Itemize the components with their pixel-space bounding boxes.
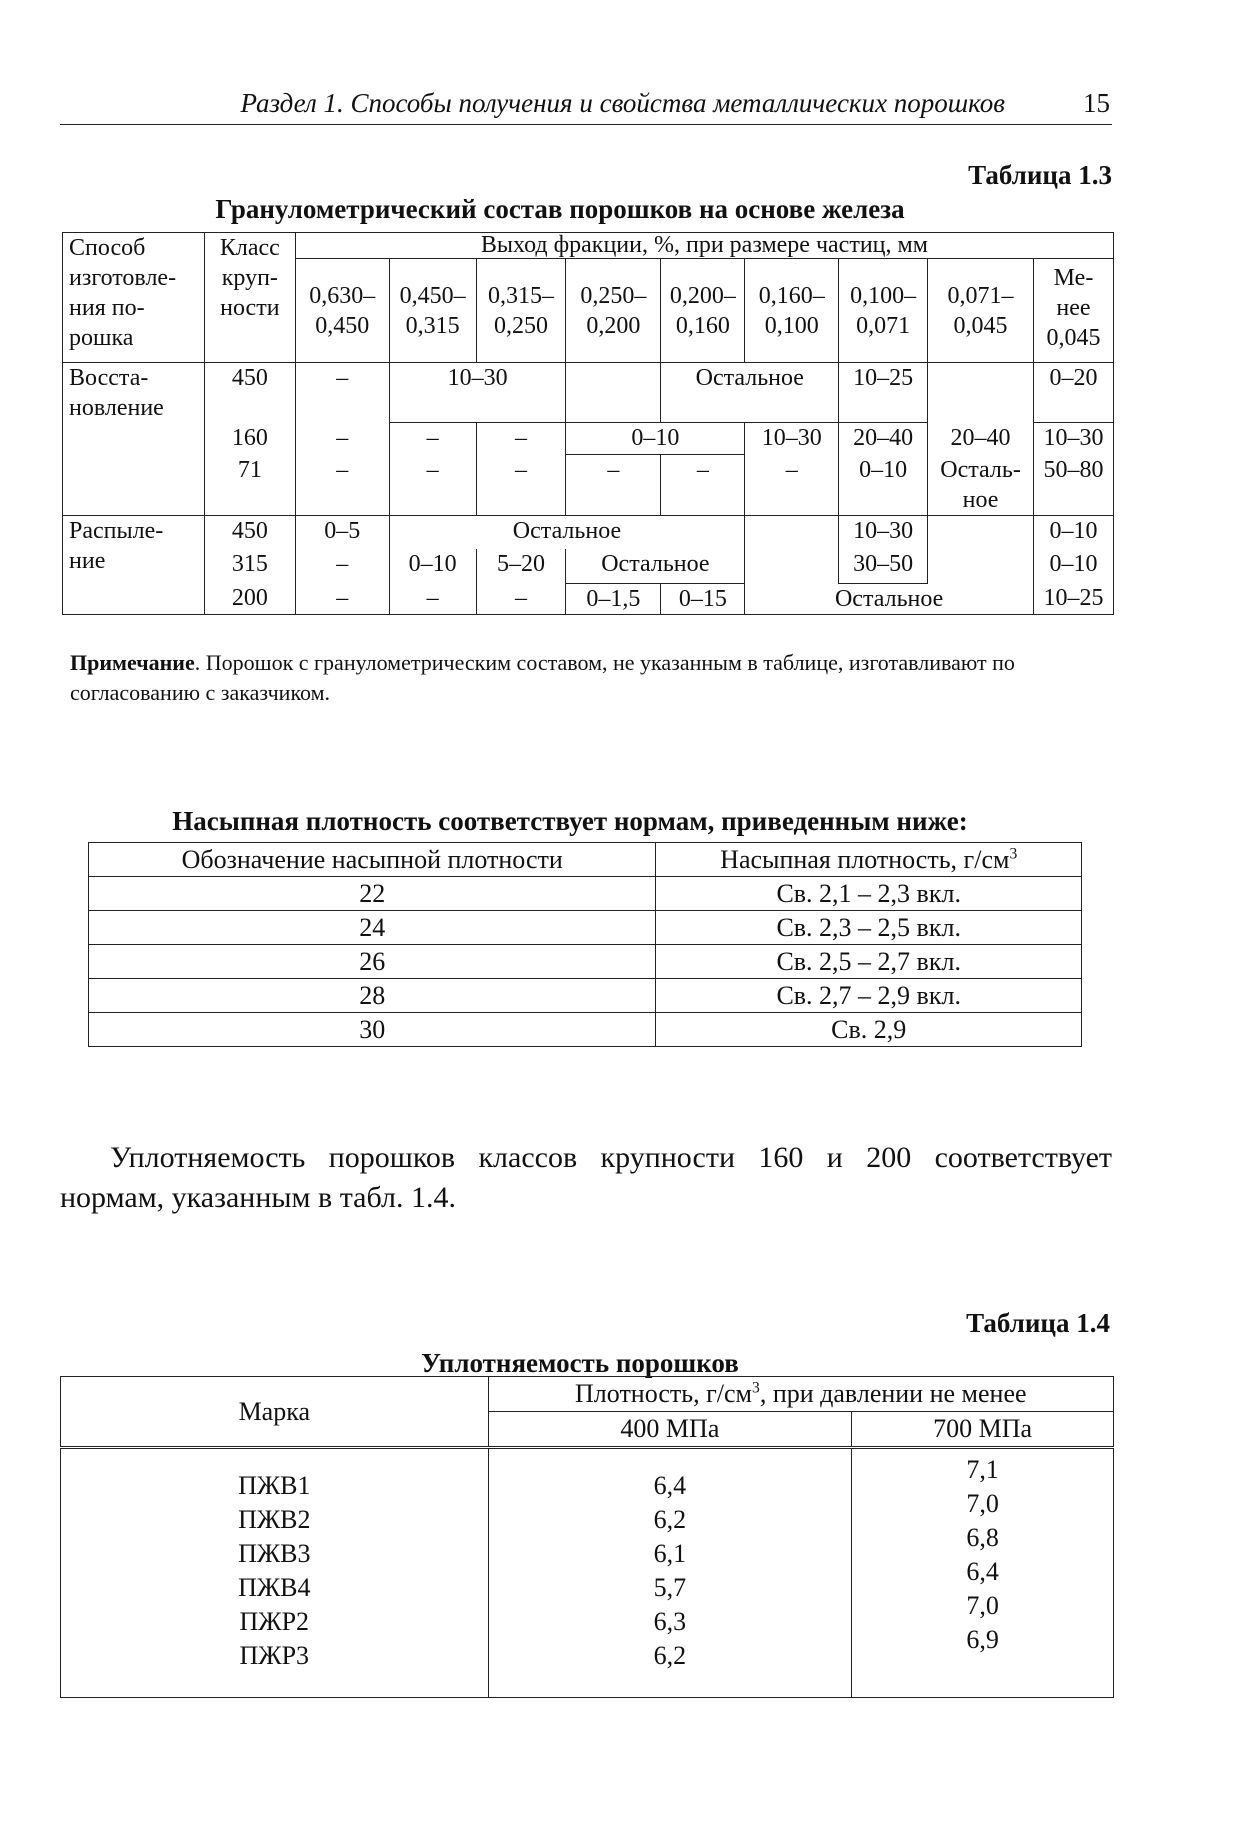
list-item: ПЖР2 [239, 1607, 310, 1636]
table-cell: 0–20 [1034, 363, 1114, 423]
head-size-5: 0,200– 0,160 [661, 259, 745, 363]
table-cell: – [295, 455, 389, 516]
table-1-4-caption: Уплотняемость порошков [421, 1348, 739, 1378]
table-cell: Остальное [745, 583, 1034, 614]
head-method: Способ изготовле- ния по- рошка [63, 233, 205, 363]
class-cell: 71 [204, 455, 295, 516]
list-item: ПЖР3 [239, 1641, 310, 1670]
table-cell: – [476, 455, 566, 516]
note-text: . Порошок с гранулометрическим составом, не указанным в таблице, изготавливают по согласованию с заказчиком. [70, 650, 1015, 705]
class-cell: 450 [204, 363, 295, 423]
table-cell: 10–25 [1034, 583, 1114, 614]
list-item: 6,2 [653, 1641, 687, 1670]
table-row: 30 Св. 2,9 [89, 1013, 1082, 1047]
table-cell: 10–30 [1034, 423, 1114, 455]
table-cell [745, 515, 839, 549]
head-700: 700 МПа [852, 1412, 1114, 1448]
table-cell: Остальное [661, 363, 839, 423]
list-item: 6,9 [966, 1625, 999, 1654]
table-1-4-label: Таблица 1.4 [966, 1308, 1110, 1338]
head-density: Плотность, $г/см^3$, при давлении не менее [488, 1377, 1113, 1412]
head-size-9: Ме- нее 0,045 [1034, 259, 1114, 363]
head-class: Класс круп- ности [204, 233, 295, 363]
class-cell: 200 [204, 583, 295, 614]
method-reduction: Восста- новление [63, 363, 205, 516]
list-item: 6,2 [653, 1505, 687, 1534]
header-rule [60, 124, 1112, 125]
compressibility-table [60, 1376, 1114, 1698]
table-cell: – [389, 423, 476, 455]
table-cell: – [745, 455, 839, 516]
list-item: ПЖВ3 [238, 1539, 311, 1568]
table-cell: 10–30 [745, 423, 839, 455]
table-cell: 0–1,5 [566, 583, 661, 614]
table-cell: 0–10 [566, 423, 745, 455]
table-cell: Остальное [566, 549, 745, 583]
head-400: 400 МПа [488, 1412, 852, 1448]
list-item: 6,4 [653, 1471, 687, 1500]
table-cell [928, 549, 1034, 583]
head-size-2: 0,450– 0,315 [389, 259, 476, 363]
table-cell: – [476, 583, 566, 614]
table-cell: Осталь- ное [928, 455, 1034, 516]
table-cell: – [295, 423, 389, 455]
density-caption: Насыпная плотность соответствует нормам, приведенным ниже: [172, 806, 968, 836]
table-cell: 0–5 [295, 515, 389, 549]
density-head-value: Насыпная плотность, $г/см^3$ [656, 843, 1082, 877]
class-cell: 450 [204, 515, 295, 549]
list-item: 6,1 [653, 1539, 687, 1568]
head-size-8: 0,071– 0,045 [928, 259, 1034, 363]
table-cell: 10–25 [839, 363, 928, 423]
table-cell: 5–20 [476, 549, 566, 583]
list-item: ПЖВ2 [238, 1505, 311, 1534]
body-paragraph: Уплотняемость порошков классов крупности 160 и 200 соответствует нормам, указанным в табл. 1.4. [60, 1141, 1112, 1214]
table-cell: – [389, 455, 476, 516]
table-cell: 0–10 [389, 549, 476, 583]
table-cell: 0–15 [661, 583, 745, 614]
granulometric-table [62, 232, 1114, 615]
table-cell: 0–10 [1034, 515, 1114, 549]
table-cell: – [295, 549, 389, 583]
head-yield: Выход фракции, %, при размере частиц, мм [295, 233, 1113, 259]
list-item: ПЖВ1 [238, 1471, 311, 1500]
note-label: Примечание [70, 650, 195, 675]
list-item: ПЖВ4 [238, 1573, 311, 1602]
table-cell [566, 363, 661, 423]
head-size-1: 0,630– 0,450 [295, 259, 389, 363]
list-item: 5,7 [653, 1573, 687, 1602]
table-cell: – [295, 583, 389, 614]
list-item: 7,0 [966, 1591, 999, 1620]
p700-column [852, 1448, 1114, 1698]
list-item: 6,8 [966, 1523, 999, 1552]
list-item: 7,0 [966, 1489, 999, 1518]
head-size-7: 0,100– 0,071 [839, 259, 928, 363]
table-cell: 20–40 [839, 423, 928, 455]
table-cell: 0–10 [839, 455, 928, 516]
table-cell: – [566, 455, 661, 516]
head-mark: Марка [61, 1377, 489, 1448]
head-size-4: 0,250– 0,200 [566, 259, 661, 363]
method-spraying: Распыле- ние [63, 515, 205, 614]
table-cell: 30–50 [839, 549, 928, 583]
table-cell [745, 549, 839, 583]
list-item: 6,4 [966, 1557, 999, 1586]
table-note [70, 648, 1110, 708]
table-cell: 50–80 [1034, 455, 1114, 516]
p400-column [488, 1448, 852, 1698]
table-row: 28 Св. 2,7 – 2,9 вкл. [89, 979, 1082, 1013]
table-cell: 20–40 [928, 423, 1034, 455]
table-cell [928, 515, 1034, 549]
table-cell: – [295, 363, 389, 423]
head-size-6: 0,160– 0,100 [745, 259, 839, 363]
head-size-3: 0,315– 0,250 [476, 259, 566, 363]
table-cell: 10–30 [839, 515, 928, 549]
table-row: 26 Св. 2,5 – 2,7 вкл. [89, 945, 1082, 979]
marks-column [61, 1448, 489, 1698]
table-row: 24 Св. 2,3 – 2,5 вкл. [89, 911, 1082, 945]
table-cell: 10–30 [389, 363, 566, 423]
page-number: 15 [1083, 88, 1110, 118]
table-cell: 0–10 [1034, 549, 1114, 583]
class-cell: 160 [204, 423, 295, 455]
table-cell [928, 363, 1034, 423]
table-1-3-caption: Гранулометрический состав порошков на основе железа [215, 194, 905, 224]
table-row: 22 Св. 2,1 – 2,3 вкл. [89, 877, 1082, 911]
density-head-code: Обозначение насыпной плотности [89, 843, 656, 877]
table-cell: – [389, 583, 476, 614]
density-table [88, 842, 1082, 1047]
table-cell: Остальное [389, 515, 745, 549]
class-cell: 315 [204, 549, 295, 583]
running-header: Раздел 1. Способы получения и свойства металлических порошков [240, 88, 1005, 118]
list-item: 7,1 [966, 1455, 999, 1484]
table-cell: – [476, 423, 566, 455]
table-cell: – [661, 455, 745, 516]
list-item: 6,3 [653, 1607, 687, 1636]
table-1-3-label: Таблица 1.3 [968, 160, 1112, 190]
